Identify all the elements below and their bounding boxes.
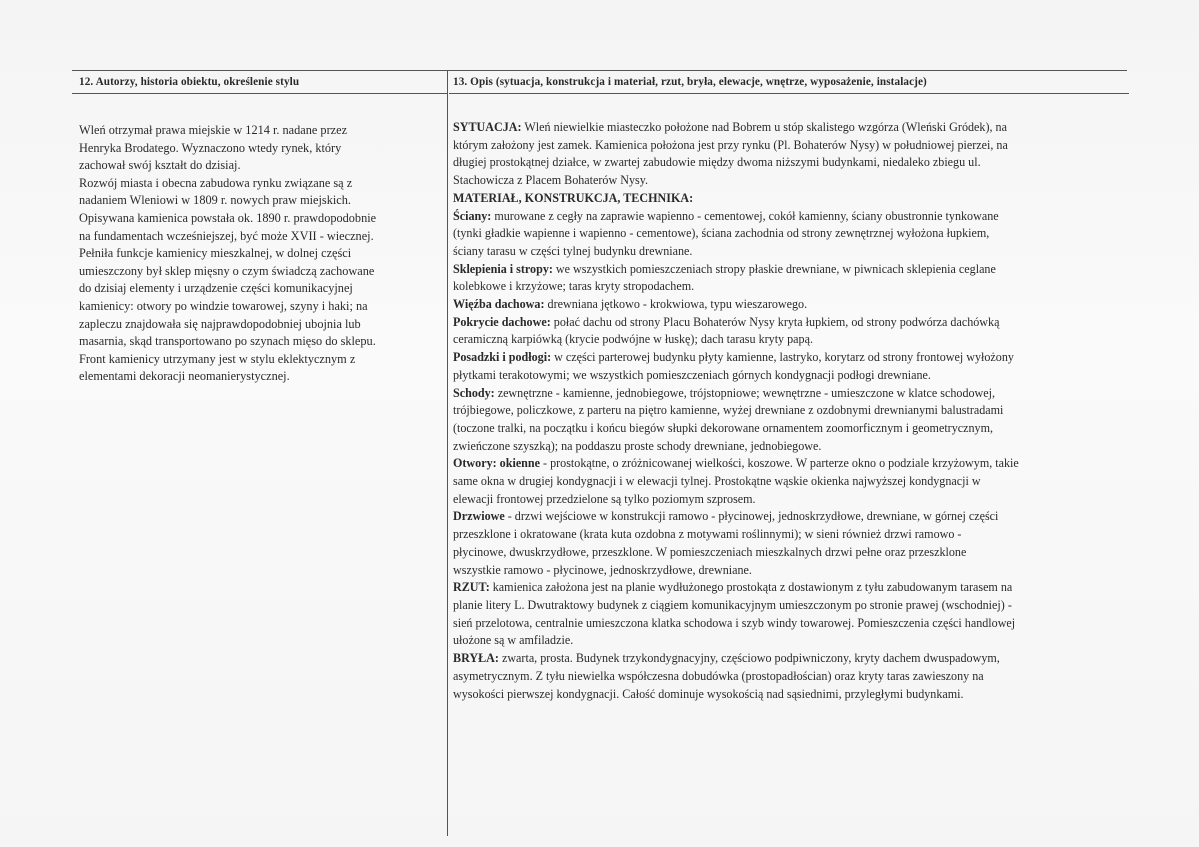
description-line — [453, 455, 1133, 473]
history-line: nadaniem Wleniowi w 1809 r. nowych praw miejskich. — [79, 193, 351, 208]
description-line — [453, 491, 1133, 509]
description-line — [453, 438, 1133, 456]
description-line — [453, 562, 1133, 580]
description-value: ściany tarasu w części tylnej budynku drewniane. — [453, 243, 693, 258]
description-value: wysokości pierwszej kondygnacji. Całość dominuje wysokością nad sąsiednimi, przyległymi budynkami. — [453, 686, 964, 701]
description-value: Stachowicza z Placem Bohaterów Nysy. — [453, 173, 649, 188]
description-line — [453, 331, 1133, 349]
description-line — [453, 278, 1133, 296]
description-line — [453, 402, 1133, 420]
description-value: - prostokątne, o zróżnicowanej wielkości, koszowe. W parterze okno o podziale krzyżowym, takie — [540, 456, 1019, 471]
description-value: połać dachu od strony Placu Bohaterów Nysy kryta łupkiem, od strony podwórza dachówką — [550, 314, 1000, 329]
description-line — [453, 172, 1133, 190]
description-line — [453, 190, 1133, 208]
description-label: RZUT: — [453, 580, 490, 595]
description-value: kolebkowe i krzyżowe; taras kryty stropodachem. — [453, 279, 695, 294]
description-line — [453, 314, 1133, 332]
description-value: zwarta, prosta. Budynek trzykondygnacyjny, częściowo podpiwniczony, kryty dachem dwuspadowym, — [498, 651, 1000, 666]
description-label: Schody: — [453, 385, 495, 400]
description-label: MATERIAŁ, KONSTRUKCJA, TECHNIKA: — [453, 190, 694, 205]
description-line — [453, 225, 1133, 243]
description-line — [453, 119, 1133, 137]
history-line: umieszczony był sklep mięsny o czym świadczą zachowane — [79, 263, 375, 278]
description-value: w części parterowej budynku płyty kamienne, lastryko, korytarz od strony frontowej wyłożony — [551, 350, 1014, 365]
header-rule-left — [72, 93, 447, 94]
column-divider — [447, 70, 448, 836]
description-value: asymetrycznym. Z tyłu niewielka współczesna dobudówka (prostopadłościan) oraz kryty taras zawieszony na — [453, 668, 984, 683]
description-value: długiej prostokątnej działce, w zwartej zabudowie między dwoma niższymi budynkami, niedaleko zbiegu ul. — [453, 155, 981, 170]
description-line — [453, 137, 1133, 155]
history-line: masarnia, skąd transportowano po szynach mięso do sklepu. — [79, 334, 376, 349]
description-label: Posadzki i podłogi: — [453, 350, 552, 365]
description-value: we wszystkich pomieszczeniach stropy płaskie drewniane, w piwnicach sklepienia ceglane — [552, 261, 996, 276]
description-line — [453, 597, 1133, 615]
description-label: BRYŁA: — [453, 651, 499, 666]
description-text — [453, 119, 1133, 703]
description-label: Drzwiowe — [453, 509, 505, 524]
description-value: Wleń niewielkie miasteczko położone nad Bobrem u stóp skalistego wzgórza (Wleński Gródek), na — [521, 120, 1007, 134]
description-value: same okna w drugiej kondygnacji i w elewacji tylnej. Prostokątne wąskie okienka najwyższej kondygnacji w — [453, 474, 981, 489]
description-line — [453, 296, 1133, 314]
right-column-heading: 13. Opis (sytuacja, konstrukcja i materiał, rzut, bryła, elewacje, wnętrze, wyposażenie, instalacje) — [453, 76, 927, 88]
top-rule — [72, 70, 1127, 71]
history-line: do dzisiaj elementy i urządzenie części komunikacyjnej — [79, 281, 353, 296]
description-value: elewacji frontowej przedzielone są tylko poziomym szprosem. — [453, 491, 756, 506]
description-value: wszystkie ramowo - płycinowe, jednoskrzydłowe, drewniane. — [453, 562, 752, 577]
history-line: Pełniła funkcje kamienicy mieszkalnej, w dolnej części — [79, 246, 352, 261]
description-value: zwieńczone szyszką); na poddaszu proste schody drewniane, jednobiegowe. — [453, 438, 822, 453]
history-line: elementami dekoracji neomanierystycznej. — [79, 369, 290, 384]
history-line: zapleczu znajdowała się najprawdopodobniej ubojnia lub — [79, 316, 361, 331]
history-line: Rozwój miasta i obecna zabudowa rynku związane są z — [79, 175, 353, 190]
description-value: planie litery L. Dwutraktowy budynek z ciągiem komunikacyjnym umieszczonym po stronie prawej (wschodniej) - — [453, 597, 1012, 612]
description-line — [453, 650, 1133, 668]
description-line — [453, 420, 1133, 438]
description-value: płytkami terakotowymi; we wszystkich pomieszczeniach górnych kondygnacji podłogi drewniane. — [453, 367, 931, 382]
description-line — [453, 154, 1133, 172]
description-value: płycinowe, dwuskrzydłowe, przeszklone. W pomieszczeniach mieszkalnych drzwi pełne oraz przeszklone — [453, 544, 967, 559]
description-value: murowane z cegły na zaprawie wapienno - cementowej, cokół kamienny, ściany obustronnie tynkowane — [491, 208, 999, 223]
description-line — [453, 508, 1133, 526]
description-line — [453, 615, 1133, 633]
left-column-heading: 12. Autorzy, historia obiektu, określenie stylu — [79, 76, 300, 88]
history-line: zachował swój kształt do dzisiaj. — [79, 158, 241, 173]
history-text — [79, 122, 439, 386]
history-line: Wleń otrzymał prawa miejskie w 1214 r. nadane przez — [79, 123, 348, 137]
history-line: na fundamentach wcześniejszej, być może XVII - wiecznej. — [79, 228, 374, 243]
description-line — [453, 668, 1133, 686]
description-line — [453, 544, 1133, 562]
history-line: Henryka Brodatego. Wyznaczono wtedy rynek, który — [79, 140, 342, 155]
header-rule-right — [449, 93, 1129, 94]
description-line — [453, 208, 1133, 226]
description-line — [453, 579, 1133, 597]
description-line — [453, 686, 1133, 704]
description-value: ceramiczną karpiówką (krycie podwójne w łuskę); dach tarasu kryty papą. — [453, 332, 813, 347]
description-value: kamienica założona jest na planie wydłużonego prostokąta z dostawionym z tyłu zabudowanym tarasem na — [489, 580, 1013, 595]
description-value: ułożone są w amfiladzie. — [453, 633, 574, 648]
description-value: którym założony jest zamek. Kamienica położona jest przy rynku (Pl. Bohaterów Nysy) w południowej pierzei, na — [453, 137, 1008, 152]
description-label: Otwory: okienne — [453, 456, 541, 471]
description-line — [453, 526, 1133, 544]
description-value: (tynki gładkie wapienne i wapienno - cementowe), ściana zachodnia od strony zewnętrznej wyłożona łupkiem, — [453, 226, 990, 241]
description-value: drewniana jętkowo - krokwiowa, typu wieszarowego. — [544, 297, 808, 312]
description-line — [453, 349, 1133, 367]
description-label: Ściany: — [453, 208, 492, 223]
history-line: Opisywana kamienica powstała ok. 1890 r. prawdopodobnie — [79, 210, 377, 225]
description-label: Sklepienia i stropy: — [453, 261, 553, 276]
description-line — [453, 243, 1133, 261]
history-line: Front kamienicy utrzymany jest w stylu eklektycznym z — [79, 351, 356, 366]
description-value: - drzwi wejściowe w konstrukcji ramowo - płycinowej, jednoskrzydłowe, drewniane, w górnej części — [504, 509, 999, 524]
description-line — [453, 632, 1133, 650]
description-value: przeszklone i okratowane (krata kuta ozdobna z motywami roślinnymi); w sieni również drzwi ramowo - — [453, 527, 962, 542]
history-line: kamienicy: otwory po windzie towarowej, szyny i haki; na — [79, 298, 368, 313]
description-value: sień przelotowa, centralnie umieszczona klatka schodowa i szyb windy towarowej. Pomieszczenia części handlowej — [453, 615, 1016, 630]
description-value: (toczone tralki, na początku i końcu biegów słupki dekorowane ornamentem zoomorficznym i geometrycznym, — [453, 420, 994, 435]
description-line — [453, 367, 1133, 385]
description-label: Więźba dachowa: — [453, 297, 545, 312]
description-line — [453, 385, 1133, 403]
description-label: Pokrycie dachowe: — [453, 314, 551, 329]
description-line — [453, 261, 1133, 279]
description-line — [453, 473, 1133, 491]
description-value: zewnętrzne - kamienne, jednobiegowe, trójstopniowe; wewnętrzne - umieszczone w klatce schodowej, — [494, 385, 996, 400]
description-label: SYTUACJA: — [453, 120, 522, 134]
description-value: trójbiegowe, policzkowe, z parteru na piętro kamienne, wyżej drewniane z ozdobnymi drewnianymi balustradami — [453, 403, 1004, 418]
